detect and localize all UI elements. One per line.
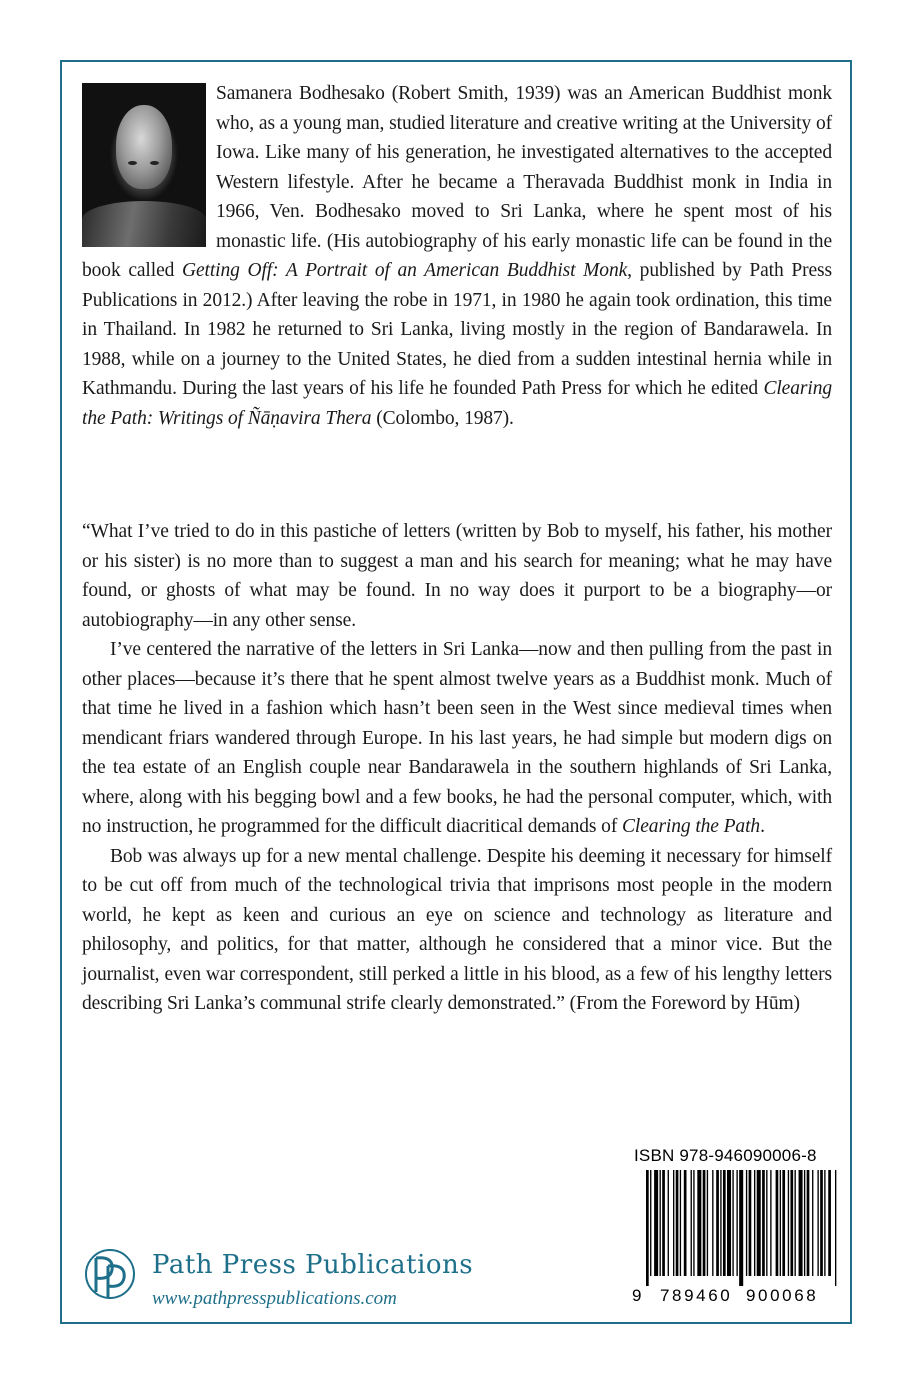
barcode-bar (780, 1170, 781, 1276)
barcode-bar (703, 1170, 706, 1276)
barcode-bar (660, 1170, 661, 1276)
barcode-bar (676, 1170, 679, 1276)
barcode-bar (646, 1170, 649, 1286)
barcode-bar (788, 1170, 789, 1276)
barcode-bar (799, 1170, 803, 1276)
barcode-bar (828, 1170, 831, 1276)
barcode-bar (662, 1170, 665, 1276)
barcode-bar (766, 1170, 767, 1276)
bio-book-title-2: Clearing the Path: Writings of Ñāṇavira Thera (82, 378, 832, 429)
barcode-bar (723, 1170, 726, 1276)
barcode-bar (716, 1170, 719, 1276)
foreword-p2-book-title: Clearing the Path (622, 816, 761, 837)
bio-text-3: (Colombo, 1987). (371, 407, 514, 429)
barcode-bar (691, 1170, 692, 1276)
publisher-url[interactable]: www.pathpresspublications.com (152, 1288, 397, 1309)
isbn-digits-left: 789460 (660, 1286, 733, 1305)
barcode-bar (720, 1170, 721, 1276)
isbn-digit-first: 9 (632, 1286, 642, 1305)
barcode-bar (707, 1170, 708, 1276)
foreword-paragraph-1: “What I’ve tried to do in this pastiche of letters (written by Bob to myself, his father, his mother or his sister) is no more than to suggest a man and his search for meaning; what he may have found, or ghosts of what may be found. In no way does it purport to be a biography—or autobiography—in any other sense. (82, 521, 832, 631)
barcode-bar (749, 1170, 752, 1276)
barcode-bar (770, 1170, 771, 1276)
barcode-bar (782, 1170, 785, 1276)
author-portrait-photo (82, 83, 206, 247)
barcode-bar (762, 1170, 765, 1276)
barcode-bar (746, 1170, 747, 1276)
foreword-paragraph-3: Bob was always up for a new mental challenge. Despite his deeming it necessary for himself to be cut off from much of the technological trivia that imprisons most people in the modern world, he kept as keen and curious an eye on science and technology as literature and philosophy, and politics, for that matter, although he considered that a minor vice. But the journalist, even war correspondent, still perked a little in his blood, as a few of his lengthy letters describing Sri Lanka’s communal strife clearly demonstrated.” (From the Foreword by Hūm) (82, 845, 832, 1014)
author-bio (82, 79, 832, 433)
barcode-bar (824, 1170, 825, 1276)
barcode-bar (776, 1170, 779, 1276)
bio-text-2: , published by Path Press Publications in 2012.) After leaving the robe in 1971, in 1980 he again took ordination, this time in Thailand. In 1982 he returned to Sri Lanka, living mostly in the region of Bandarawela. In 1988, while on a journey to the United States, he died from a sudden intestinal hernia while in Kathmandu. During the last years of his life he founded Path Press for which he edited (82, 260, 832, 399)
barcode-bar (680, 1170, 681, 1276)
barcode-bar (754, 1170, 755, 1276)
bio-book-title-1: Getting Off: A Portrait of an American Buddhist Monk (182, 260, 628, 281)
barcode-bar (820, 1170, 823, 1276)
barcode-bar (727, 1170, 731, 1276)
barcode-bar (732, 1170, 733, 1276)
bio-text-1: Samanera Bodhesako (Robert Smith, 1939) was an American Buddhist monk who, as a young man, studied literature and creative writing at the University of Iowa. Like many of his generation, he investigated alternatives to the accepted Western lifestyle. After he became a Theravada Buddhist monk in India in 1966, Ven. Bodhesako moved to Sri Lanka, where he spent most of his monastic life. (His autobiography of his early monastic life can be found in the book called (82, 83, 832, 281)
barcode-bar (736, 1170, 737, 1276)
publisher-name: Path Press Publications (152, 1250, 474, 1280)
barcode-bar (835, 1170, 836, 1286)
barcode-bar (757, 1170, 761, 1276)
barcode-bar (673, 1170, 674, 1276)
foreword-excerpt (82, 517, 832, 1019)
barcode-bar (812, 1170, 813, 1276)
pp-monogram-icon (82, 1244, 138, 1304)
barcode-bar (693, 1170, 694, 1276)
barcode-bars (646, 1170, 838, 1286)
barcode-bar (684, 1170, 687, 1276)
barcode-bar (739, 1170, 743, 1286)
barcode-bar (650, 1170, 651, 1276)
barcode-bar (654, 1170, 658, 1276)
barcode-bar (795, 1170, 796, 1276)
foreword-p2-end: . (760, 816, 765, 837)
barcode-bar (712, 1170, 713, 1276)
barcode-bar (697, 1170, 701, 1276)
barcode-bar (817, 1170, 818, 1276)
barcode-bar (790, 1170, 793, 1276)
isbn-digits-right: 900068 (746, 1286, 819, 1305)
foreword-p2-text: I’ve centered the narrative of the letters in Sri Lanka—now and then pulling from the past in other places—because it’s there that he spent almost twelve years as a Buddhist monk. Much of that time he lived in a fashion which hasn’t been seen in the West since medieval times when mendicant friars wandered through Europe. In his last years, he had simple but modern digs on the tea estate of an English couple near Bandarawela in the southern highlands of Sri Lanka, where, along with his begging bowl and a few books, he had the personal computer, which, with no instruction, he programmed for the difficult diacritical demands of (82, 639, 832, 837)
barcode-bar (807, 1170, 810, 1276)
barcode-bar (804, 1170, 805, 1276)
foreword-paragraph-2 (82, 635, 832, 842)
barcode-bar (668, 1170, 669, 1276)
isbn-label: ISBN 978-946090006-8 (634, 1146, 817, 1165)
